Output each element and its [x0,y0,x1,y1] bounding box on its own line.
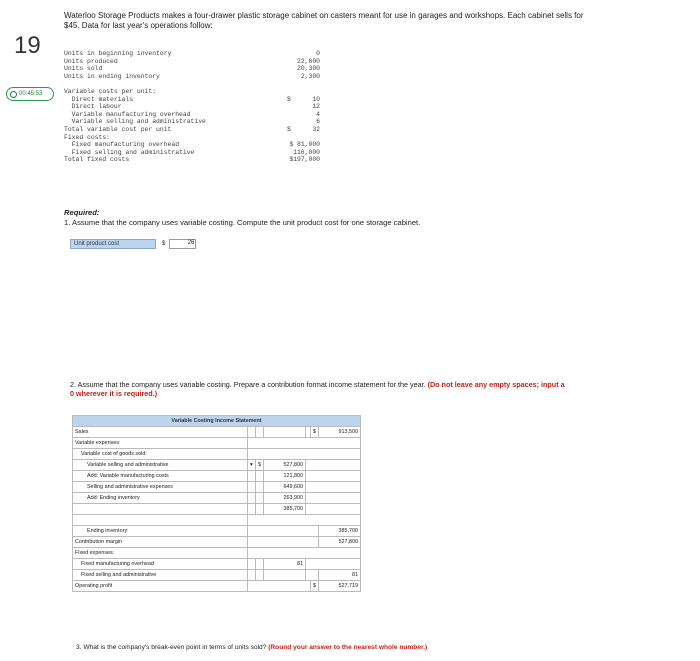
q1-text: 1. Assume that the company uses variable costing. Compute the unit product cost for one storage cabinet. [64,218,421,227]
data-row [64,149,332,157]
q2-section [70,380,570,398]
data-row-value: 20,300 [296,65,320,73]
data-row-value: 0 [316,50,320,57]
sales-dollar: $ [311,427,319,438]
fixed-total-value[interactable]: 81 [319,570,361,581]
ending-inventory-label[interactable]: Ending inventory [73,526,248,537]
data-row-label: Fixed costs: [64,133,111,141]
line-4-label[interactable]: Add: Ending inventory [73,493,248,504]
data-row [64,103,332,111]
data-row-label: Units sold [64,65,103,73]
unit-product-cost-input[interactable]: 26 [169,239,196,249]
q3-section [76,644,427,651]
timer-text: 00:45:53 [19,91,43,97]
data-row-label: Direct labour [64,103,122,111]
data-row-value: 12 [312,103,320,111]
line-1-label[interactable]: Variable selling and administrative [73,460,248,471]
statement-title: Variable Costing Income Statement [73,416,361,427]
data-table [64,50,332,164]
data-row [64,111,332,119]
vcogs-label: Variable cost of goods sold: [73,449,248,460]
data-row-dollar: $ [287,95,291,103]
contribution-margin-label[interactable]: Contribution margin [73,537,248,548]
data-row [64,134,332,142]
line-3-label[interactable]: Selling and administrative expenses [73,482,248,493]
data-row-dollar: $ [287,125,291,133]
q2-instruction: (Do not leave any empty spaces; input a 0 wherever it is required.) [70,380,565,398]
problem-intro: Waterloo Storage Products makes a four-drawer plastic storage cabinet on casters meant for use in garages and workshops. Each cabinet sells for $45. Data for last year's operations follow: [64,11,584,30]
sales-value[interactable]: 913,500 [319,427,361,438]
data-row-label: Fixed manufacturing overhead [64,141,180,149]
unit-product-cost-label: Unit product cost [70,239,156,249]
data-row-value: $197,000 [289,156,320,164]
line-5-label[interactable] [73,504,248,515]
operating-profit-label[interactable]: Operating profit [73,581,248,592]
data-row [64,58,332,66]
data-row-label: Units in beginning inventory [64,50,172,57]
fixed-mfg-label[interactable]: Fixed manufacturing overhead [73,559,248,570]
operating-profit-dollar: $ [311,581,319,592]
data-row [64,156,332,164]
operating-profit-value[interactable]: 527,719 [319,581,361,592]
sales-label[interactable]: Sales [73,427,248,438]
required-heading: Required: [64,208,100,217]
data-row-value: 4 [316,110,320,118]
line-1-dollar: $ [256,460,264,471]
data-row [64,118,332,126]
fixed-sa-value[interactable] [264,570,306,581]
ending-inventory-value[interactable]: 385,700 [319,526,361,537]
clock-icon [10,91,17,98]
data-row [64,80,332,88]
fixed-mfg-value[interactable]: 81 [264,559,306,570]
data-row-label: Total variable cost per unit [64,125,172,133]
data-row-label: Fixed selling and administrative [64,148,195,156]
data-row-label: Variable costs per unit: [64,87,157,95]
data-row [64,141,332,149]
data-row [64,65,332,73]
data-row-value: 10 [312,95,320,103]
contribution-margin-value[interactable]: 527,800 [319,537,361,548]
data-row-value: 116,000 [293,148,320,156]
required-section [64,208,420,228]
timer [6,87,54,101]
variable-expenses-label: Variable expenses: [73,438,248,449]
q2-text: 2. Assume that the company uses variable costing. Prepare a contribution format income statement for the year. [70,380,426,389]
line-4-value[interactable]: 263,900 [264,493,306,504]
data-row-value: 2,300 [300,72,320,80]
data-row-value: 6 [316,118,320,126]
fixed-sa-label[interactable]: Fixed selling and administrative [73,570,248,581]
data-row-label: Units produced [64,57,118,65]
data-row-value: 32 [312,125,320,133]
unit-product-cost-row [70,239,196,249]
data-row-label: Units in ending inventory [64,72,160,80]
q3-text: 3. What is the company's break-even point in terms of units sold? [76,644,267,651]
line-5-value[interactable]: 385,700 [264,504,306,515]
line-3-value[interactable]: 649,600 [264,482,306,493]
data-row-label: Variable manufacturing overhead [64,110,191,118]
data-row-label: Direct materials [64,95,134,103]
chevron-down-icon[interactable]: ▾ [248,460,256,471]
data-row [64,96,332,104]
data-row-value: $ 81,000 [289,141,320,149]
question-number: 19 [14,32,41,59]
dollar-sign: $ [162,241,166,247]
data-row [64,126,332,134]
q3-instruction: (Round your answer to the nearest whole number.) [268,644,428,651]
data-row-label: Variable selling and administrative [64,118,206,126]
data-row-value: 22,600 [296,57,320,65]
line-2-label[interactable]: Add: Variable manufacturing costs [73,471,248,482]
line-2-value[interactable]: 121,800 [264,471,306,482]
income-statement [72,415,361,592]
data-row [64,73,332,81]
data-row [64,88,332,96]
data-row [64,50,332,58]
fixed-expenses-label: Fixed expenses: [73,548,248,559]
data-row-label: Total fixed costs [64,156,130,164]
line-1-value[interactable]: 527,800 [264,460,306,471]
